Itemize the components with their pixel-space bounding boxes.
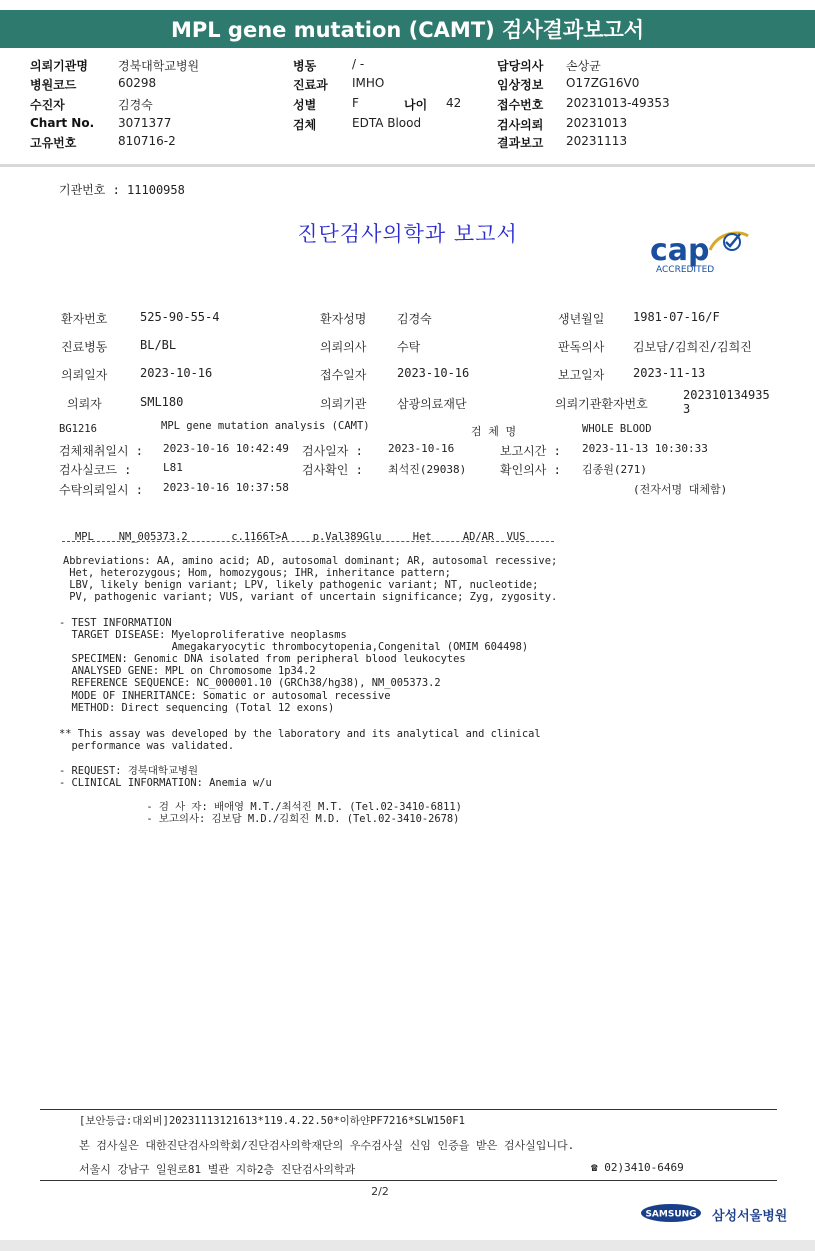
referring-doctor-value: 수탁 <box>397 340 421 354</box>
value-specimen: EDTA Blood <box>352 116 422 130</box>
security-line: [보안등급:대외비]20231113121613*119.4.22.50*이하얀PF7216*SLW150F1 <box>79 1115 465 1127</box>
confirm-doctor-label: 확인의사 : <box>500 463 561 477</box>
label-sex: 성별 <box>293 98 317 112</box>
report-time-value: 2023-11-13 10:30:33 <box>582 442 708 455</box>
report-heading: 진단검사의학과 보고서 <box>297 222 518 246</box>
samsung-logo-text: SAMSUNG <box>645 1209 697 1220</box>
label-hospital-code: 병원코드 <box>30 78 77 92</box>
lab-code-label: 검사실코드 : <box>59 463 132 477</box>
inst-patient-no-value: 202310134935 <box>683 388 770 402</box>
assay-note: ** This assay was developed by the laboratory and its analytical and clinical performance was validated. <box>59 728 541 753</box>
header-divider <box>0 164 815 167</box>
report-title-bar <box>0 10 815 48</box>
cap-logo-text: cap <box>650 233 710 268</box>
birthdate-label: 생년월일 <box>558 312 605 326</box>
requester-value: SML180 <box>140 395 184 409</box>
label-doctor: 담당의사 <box>497 59 544 73</box>
value-chart-no: 3071377 <box>118 116 172 130</box>
report-date-value: 2023-11-13 <box>633 366 706 380</box>
test-date-label: 검사일자 : <box>302 444 363 458</box>
ward-value: BL/BL <box>140 338 177 352</box>
electronic-signature-note: (전자서명 대체함) <box>633 483 728 496</box>
value-receipt-no: 20231013-49353 <box>566 96 670 110</box>
label-clinical-info: 임상정보 <box>497 78 544 92</box>
request-date-value: 2023-10-16 <box>140 366 213 380</box>
request-info: - REQUEST: 경북대학교병원 - CLINICAL INFORMATION: Anemia w/u <box>59 765 272 790</box>
test-date-value: 2023-10-16 <box>388 442 455 455</box>
inst-patient-no-label: 의뢰기관환자번호 <box>555 397 648 411</box>
result-divider <box>62 541 554 542</box>
label-institution: 의뢰기관명 <box>30 59 88 73</box>
label-chart-no: Chart No. <box>30 116 95 130</box>
value-age: 42 <box>446 96 462 110</box>
specimen-name-label: 검 체 명 <box>471 425 517 438</box>
lab-address: 서울시 강남구 일원로81 별관 지하2층 진단검사의학과 <box>79 1163 356 1176</box>
label-ward: 병동 <box>293 59 317 73</box>
label-department: 진료과 <box>293 78 328 92</box>
birthdate-value: 1981-07-16/F <box>633 310 720 324</box>
collect-time-label: 검체채취일시 : <box>59 444 144 458</box>
test-information: - TEST INFORMATION TARGET DISEASE: Myeloproliferative neoplasms Amegakaryocytic thrombocytopenia,Congenital (OMIM 604498) SPECIMEN: Genomic DNA isolated from peripheral blood leukocytes ANALYSED GENE: MPL on Chromosome 1p34.2 REFERENCE SEQUENCE: NC_000001.10 (GRCh38/hg38), NM_005373.2 MODE OF INHERITANCE: Somatic or autosomal recessive METHOD: Direct sequencing (Total 12 exons) <box>59 617 529 714</box>
page-number: 2/2 <box>371 1185 389 1198</box>
label-receipt-no: 접수번호 <box>497 98 544 112</box>
ward-label: 진료병동 <box>61 340 108 354</box>
requesting-institution-label: 의뢰기관 <box>320 397 367 411</box>
cap-accredited-logo <box>648 228 758 276</box>
value-ward: / - <box>352 57 365 71</box>
outsourced-request-label: 수탁의뢰일시 : <box>59 483 144 497</box>
report-date-label: 보고일자 <box>558 368 605 382</box>
referring-doctor-label: 의뢰의사 <box>320 340 367 354</box>
outsourced-request-value: 2023-10-16 10:37:58 <box>163 481 289 494</box>
result-line: MPL NM_005373.2 c.1166T>A p.Val389Glu Het AD/AR VUS <box>75 531 526 543</box>
footer-top-line <box>40 1109 777 1110</box>
label-report-date: 결과보고 <box>497 136 544 150</box>
value-doctor: 손상균 <box>566 59 601 73</box>
test-confirm-label: 검사확인 : <box>302 463 363 477</box>
footer-bottom-line <box>40 1180 777 1181</box>
value-unique-no: 810716-2 <box>118 134 176 148</box>
label-age: 나이 <box>404 98 428 112</box>
certification-text: 본 검사실은 대한진단검사의학회/진단검사의학재단의 우수검사실 신임 인증을 받은 검사실입니다. <box>79 1139 575 1152</box>
value-report-date: 20231113 <box>566 134 628 148</box>
value-sex: F <box>352 96 359 110</box>
report-title: MPL gene mutation (CAMT) 검사결과보고서 <box>170 18 645 42</box>
institution-number: 기관번호 : 11100958 <box>59 183 185 197</box>
label-specimen: 검체 <box>293 118 317 132</box>
inst-patient-no-value-cont: 3 <box>683 402 691 416</box>
value-institution: 경북대학교병원 <box>118 59 200 73</box>
test-confirm-value: 최석진(29038) <box>388 463 467 476</box>
label-request-date: 검사의뢰 <box>497 118 544 132</box>
label-patient: 수진자 <box>30 98 65 112</box>
patient-name-label: 환자성명 <box>320 312 367 326</box>
test-name: MPL gene mutation analysis (CAMT) <box>161 420 370 432</box>
value-hospital-code: 60298 <box>118 76 157 90</box>
reading-doctor-value: 김보담/김희진/김희진 <box>633 340 752 354</box>
reading-doctor-label: 판독의사 <box>558 340 605 354</box>
value-department: IMHO <box>352 76 385 90</box>
label-unique-no: 고유번호 <box>30 136 77 150</box>
value-request-date: 20231013 <box>566 116 628 130</box>
receipt-date-value: 2023-10-16 <box>397 366 470 380</box>
page-bottom-strip <box>0 1240 815 1251</box>
abbreviations: Abbreviations: AA, amino acid; AD, autosomal dominant; AR, autosomal recessive; Het, heterozygous; Hom, homozygous; IHR, inheritance pattern; LBV, likely benign variant; LPV, likely pathogenic variant; NT, nucleotide; PV, pathogenic variant; VUS, variant of uncertain significance; Zyg, zygosity. <box>63 555 558 604</box>
cap-logo-subtext: ACCREDITED <box>656 265 715 275</box>
test-code: BG1216 <box>59 423 97 435</box>
signers: - 검 사 자: 배애영 M.T./최석진 M.T. (Tel.02-3410-6811) - 보고의사: 김보담 M.D./김희진 M.D. (Tel.02-3410-2678) <box>146 801 462 826</box>
lab-code-value: L81 <box>163 461 183 474</box>
patient-no-label: 환자번호 <box>61 312 108 326</box>
hospital-name: 삼성서울병원 <box>712 1209 788 1224</box>
value-clinical-info: O17ZG16V0 <box>566 76 640 90</box>
receipt-date-label: 접수일자 <box>320 368 367 382</box>
request-date-label: 의뢰일자 <box>61 368 108 382</box>
value-patient: 김경숙 <box>118 98 153 112</box>
requester-label: 의뢰자 <box>67 397 102 411</box>
specimen-name-value: WHOLE BLOOD <box>582 423 652 435</box>
confirm-doctor-value: 김종원(271) <box>582 463 647 476</box>
patient-no-value: 525-90-55-4 <box>140 310 220 324</box>
lab-phone: ☎ 02)3410-6469 <box>591 1161 684 1174</box>
requesting-institution-value: 삼광의료재단 <box>397 397 467 411</box>
report-time-label: 보고시간 : <box>500 444 561 458</box>
patient-name-value: 김경숙 <box>397 312 432 326</box>
collect-time-value: 2023-10-16 10:42:49 <box>163 442 289 455</box>
samsung-logo <box>640 1203 702 1223</box>
